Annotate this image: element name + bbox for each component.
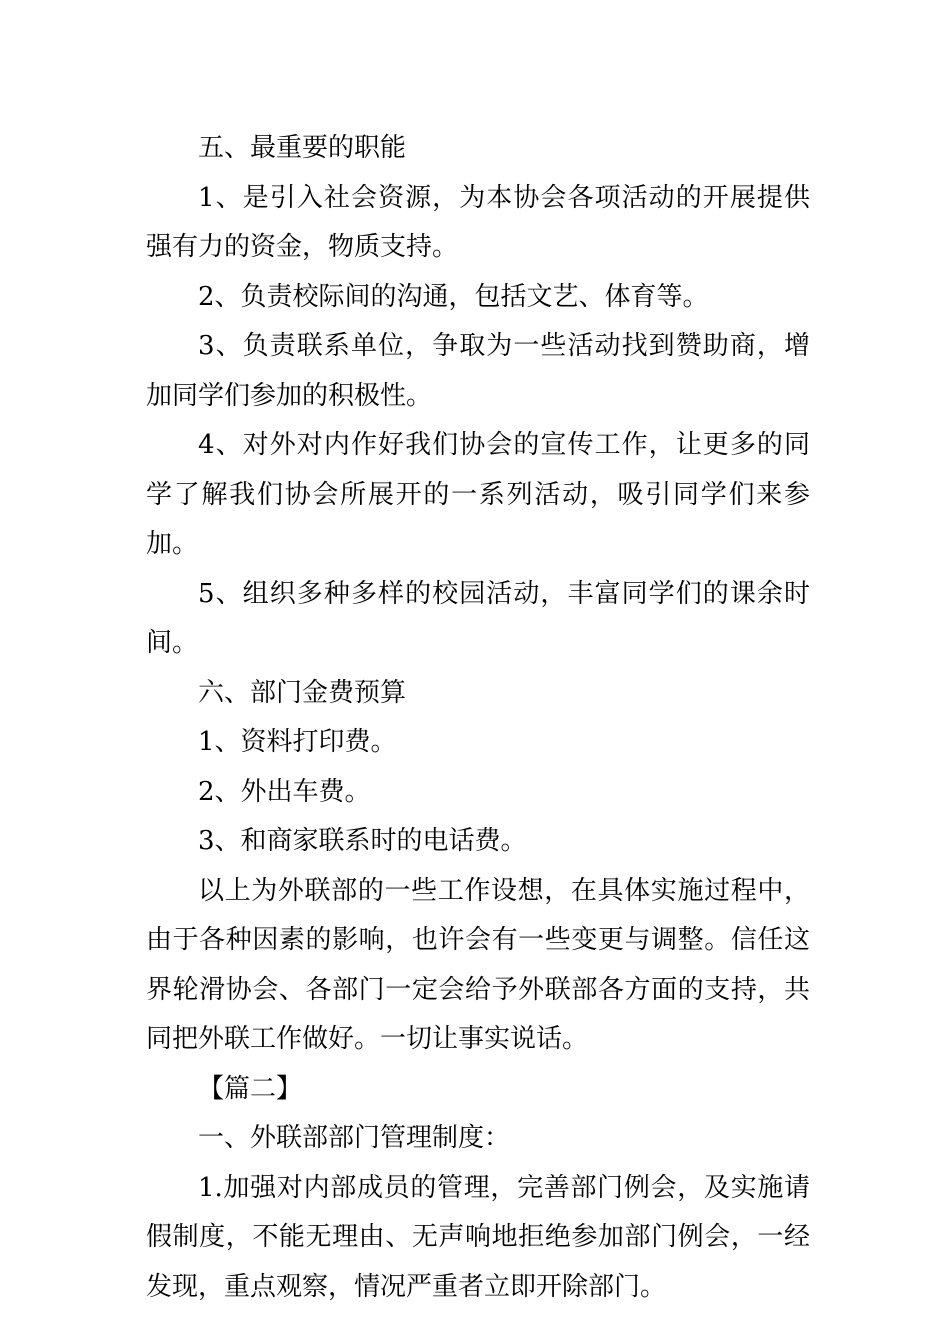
paragraph-budget-2: 2、外出车费。 [198,776,371,807]
paragraph-function-3: 3、负责联系单位，争取为一些活动找到赞助商，增加同学们参加的积极性。 [146,331,810,411]
paragraph-budget-3: 3、和商家联系时的电话费。 [198,826,527,856]
paragraph-budget-1: 1、资料打印费。 [198,727,397,757]
section-heading-five: 五、最重要的职能 [198,133,407,163]
paragraph-function-2: 2、负责校际间的沟通，包括文艺、体育等。 [198,281,709,312]
paragraph-function-1: 1、是引入社会资源，为本协会各项活动的开展提供强有力的资金，物质支持。 [146,182,810,262]
paragraph-function-5: 5、组织多种多样的校园活动，丰富同学们的课余时间。 [146,578,810,658]
section-heading-six: 六、部门金费预算 [198,677,407,708]
paragraph-management-1: 1.加强对内部成员的管理，完善部门例会，及实施请假制度，不能无理由、无声响地拒绝参加部门例会，一经发现，重点观察，情况严重者立即开除部门。 [146,1172,810,1302]
document-body [146,124,810,1312]
paragraph-function-4: 4、对外对内作好我们协会的宣传工作，让更多的同学了解我们协会所展开的一系列活动，吸引同学们来参加。 [146,430,810,559]
part-two-heading: 【篇二】 [198,1073,303,1104]
paragraph-conclusion: 以上为外联部的一些工作设想，在具体实施过程中，由于各种因素的影响，也许会有一些变更与调整。信任这界轮滑协会、各部门一定会给予外联部各方面的支持，共同把外联工作做好。一切让事实说话。 [146,875,810,1054]
section-heading-management: 一、外联部部门管理制度： [198,1123,511,1153]
